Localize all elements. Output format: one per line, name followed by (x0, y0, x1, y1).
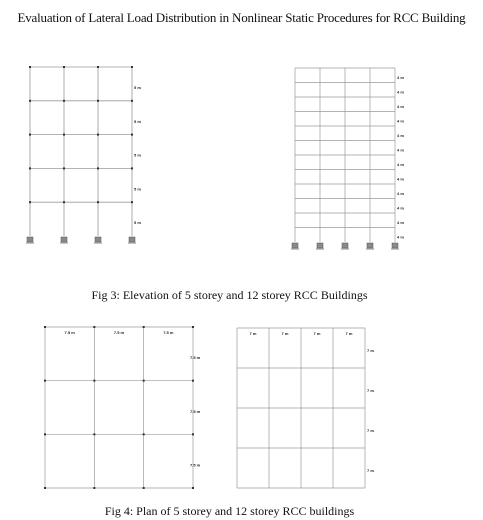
fixed-support (61, 237, 67, 242)
joint-node (29, 167, 31, 169)
fixed-support (292, 243, 298, 248)
dimension-label: 5 m (134, 152, 141, 158)
joint-node (192, 326, 194, 328)
figure-4-caption: Fig 4: Plan of 5 storey and 12 storey RCC buildings (104, 504, 355, 518)
dimension-label: 5 m (134, 84, 141, 90)
dimension-label: 4 m (397, 205, 404, 211)
dimension-label: 4 m (397, 89, 404, 95)
dimension-label: 7.5 m (163, 330, 174, 335)
joint-node (143, 380, 145, 382)
joint-node (29, 201, 31, 203)
dimension-label: 5 m (134, 118, 141, 124)
joint-node (93, 433, 95, 435)
plan-twelve-storey (237, 328, 374, 488)
elevation-five-storey (26, 66, 141, 243)
joint-node (29, 66, 31, 68)
fixed-support (129, 237, 135, 242)
dimension-label: 7 m (281, 331, 289, 336)
dimension-label: 4 m (397, 234, 404, 240)
dimension-label: 7 m (249, 331, 257, 336)
fixed-support (342, 243, 348, 248)
joint-node (97, 134, 99, 136)
joint-node (29, 134, 31, 136)
dimension-label: 4 m (397, 132, 404, 138)
dimension-label: 4 m (397, 103, 404, 109)
joint-node (93, 380, 95, 382)
joint-node (44, 487, 46, 489)
joint-node (44, 433, 46, 435)
joint-node (143, 326, 145, 328)
joint-node (143, 433, 145, 435)
dimension-label: 4 m (397, 118, 404, 124)
joint-node (44, 326, 46, 328)
joint-node (93, 326, 95, 328)
dimension-label: 4 m (397, 176, 404, 182)
dimension-label: 4 m (397, 147, 404, 153)
dimension-label: 4 m (397, 219, 404, 225)
joint-node (131, 66, 133, 68)
joint-node (97, 201, 99, 203)
elevation-twelve-storey (291, 68, 404, 249)
joint-node (97, 66, 99, 68)
dimension-label: 7 m (367, 348, 374, 353)
joint-node (63, 201, 65, 203)
dimension-label: 7 m (367, 428, 374, 433)
fixed-support (392, 243, 398, 248)
dimension-label: 7 m (367, 388, 374, 393)
fixed-support (27, 237, 33, 242)
joint-node (131, 134, 133, 136)
dimension-label: 7 m (345, 331, 353, 336)
figure-3-caption: Fig 3: Elevation of 5 storey and 12 storey RCC Buildings (91, 288, 368, 302)
joint-node (63, 134, 65, 136)
fixed-support (95, 237, 101, 242)
dimension-label: 7 m (313, 331, 321, 336)
joint-node (192, 380, 194, 382)
dimension-label: 7.5 m (190, 355, 201, 361)
joint-node (97, 167, 99, 169)
joint-node (192, 433, 194, 435)
dimension-label: 7.5 m (190, 408, 201, 414)
dimension-label: 4 m (397, 161, 404, 167)
dimension-label: 5 m (134, 220, 141, 226)
joint-node (131, 167, 133, 169)
fixed-support (367, 243, 373, 248)
fixed-support (317, 243, 323, 248)
dimension-label: 4 m (397, 190, 404, 196)
paper-header: Evaluation of Lateral Load Distribution in Nonlinear Static Procedures for RCC Building (17, 10, 466, 25)
joint-node (93, 487, 95, 489)
dimension-label: 5 m (134, 186, 141, 192)
joint-node (192, 487, 194, 489)
dimension-label: 7 m (367, 468, 374, 473)
dimension-label: 7.5 m (190, 462, 201, 468)
joint-node (63, 66, 65, 68)
joint-node (97, 100, 99, 102)
dimension-label: 4 m (397, 74, 404, 80)
joint-node (131, 100, 133, 102)
joint-node (63, 167, 65, 169)
joint-node (44, 380, 46, 382)
joint-node (131, 201, 133, 203)
dimension-label: 7.5 m (64, 330, 75, 335)
plan-five-storey (44, 326, 201, 489)
dimension-label: 7.5 m (113, 330, 125, 335)
joint-node (29, 100, 31, 102)
joint-node (63, 100, 65, 102)
joint-node (143, 487, 145, 489)
